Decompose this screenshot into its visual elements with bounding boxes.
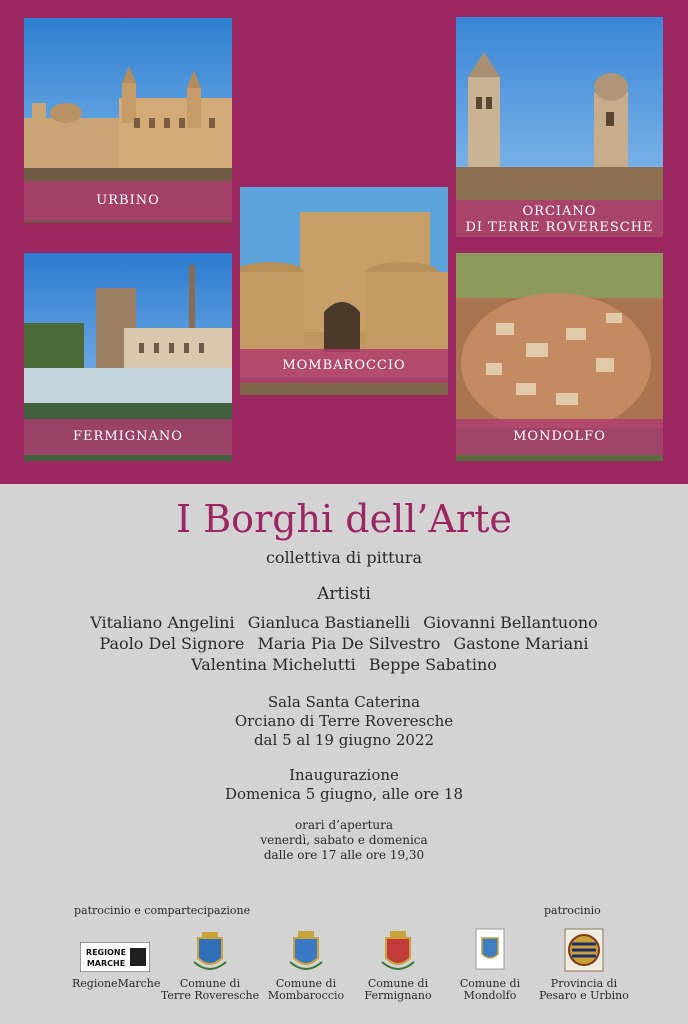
logo-caption: Comune di bbox=[367, 977, 429, 990]
opening-heading: Inaugurazione bbox=[289, 766, 399, 784]
logo-caption: Comune di bbox=[275, 977, 337, 990]
venue-place: Sala Santa Caterina bbox=[267, 693, 421, 711]
terre-roveresche-crest-icon bbox=[190, 932, 230, 974]
artist-name: Gastone Mariani bbox=[453, 634, 589, 653]
logo-caption: Comune di bbox=[459, 977, 521, 990]
logo-caption: RegioneMarche bbox=[72, 977, 161, 990]
logo-mondolfo bbox=[442, 928, 538, 1002]
photo-label: URBINO bbox=[96, 193, 160, 208]
photo-urbino bbox=[24, 18, 232, 223]
hours-block bbox=[0, 818, 688, 863]
logo-caption: Fermignano bbox=[364, 989, 432, 1002]
photo-orciano bbox=[456, 17, 663, 237]
photo-label: MOMBAROCCIO bbox=[282, 358, 406, 373]
mombaroccio-crest-icon bbox=[286, 930, 326, 974]
logo-caption: Pesaro e Urbino bbox=[539, 989, 629, 1002]
opening-block bbox=[0, 766, 688, 804]
artist-name: Giovanni Bellantuono bbox=[423, 613, 598, 632]
photo-label-band bbox=[24, 419, 232, 455]
artist-name: Maria Pia De Silvestro bbox=[257, 634, 441, 653]
logo-caption: Mondolfo bbox=[463, 989, 517, 1002]
hours-time: dalle ore 17 alle ore 19,30 bbox=[263, 848, 425, 862]
provincia-seal-icon bbox=[564, 928, 604, 974]
svg-text:REGIONE: REGIONE bbox=[85, 948, 127, 957]
artists-row bbox=[0, 634, 688, 653]
artist-name: Paolo Del Signore bbox=[99, 634, 245, 653]
artists-row bbox=[0, 613, 688, 632]
artists-row bbox=[0, 655, 688, 674]
patronage-right-heading: patrocinio bbox=[544, 904, 601, 917]
hours-days: venerdì, sabato e domenica bbox=[260, 833, 428, 847]
logo-caption: Mombaroccio bbox=[267, 989, 345, 1002]
photo-mondolfo bbox=[456, 253, 663, 461]
photo-label: MONDOLFO bbox=[513, 429, 606, 444]
artist-name: Vitaliano Angelini bbox=[90, 613, 235, 632]
logo-regione-marche bbox=[72, 942, 161, 990]
photo-label-line2: DI TERRE ROVERESCHE bbox=[465, 220, 654, 235]
opening-when: Domenica 5 giugno, alle ore 18 bbox=[224, 785, 464, 803]
fermignano-crest-icon bbox=[378, 930, 418, 974]
photo-fermignano bbox=[24, 253, 232, 461]
artist-name: Gianluca Bastianelli bbox=[247, 613, 411, 632]
exhibition-subtitle: collettiva di pittura bbox=[265, 548, 423, 567]
photo-label: ORCIANO bbox=[522, 204, 597, 219]
photo-collage bbox=[0, 0, 688, 484]
logo-mombaroccio bbox=[258, 930, 354, 1002]
artists-heading: Artisti bbox=[317, 584, 371, 604]
venue-town: Orciano di Terre Roveresche bbox=[234, 712, 454, 730]
photo-label-band bbox=[24, 181, 232, 221]
artist-name: Beppe Sabatino bbox=[368, 655, 497, 674]
logo-caption: Comune di bbox=[179, 977, 241, 990]
logo-caption: Provincia di bbox=[550, 977, 618, 990]
patronage-left-heading: patrocinio e compartecipazione bbox=[74, 904, 251, 917]
logo-provincia bbox=[536, 928, 632, 1002]
exhibition-title: I Borghi dell’Arte bbox=[176, 497, 512, 541]
photo-label-band bbox=[456, 419, 663, 455]
logo-fermignano bbox=[350, 930, 446, 1002]
artist-name: Valentina Michelutti bbox=[191, 655, 356, 674]
hours-heading: orari d’apertura bbox=[294, 818, 394, 832]
regione-marche-badge bbox=[80, 942, 150, 972]
photo-label-band bbox=[456, 200, 663, 237]
photo-label-band bbox=[240, 349, 448, 383]
photo-mombaroccio bbox=[240, 187, 448, 395]
venue-block bbox=[0, 693, 688, 750]
svg-text:MARCHE: MARCHE bbox=[86, 959, 126, 968]
logo-terre-roveresche bbox=[160, 932, 260, 1002]
photo-label: FERMIGNANO bbox=[73, 429, 183, 444]
venue-dates: dal 5 al 19 giugno 2022 bbox=[253, 731, 435, 749]
logo-caption: Terre Roveresche bbox=[160, 989, 260, 1002]
mondolfo-crest-icon bbox=[474, 928, 506, 974]
